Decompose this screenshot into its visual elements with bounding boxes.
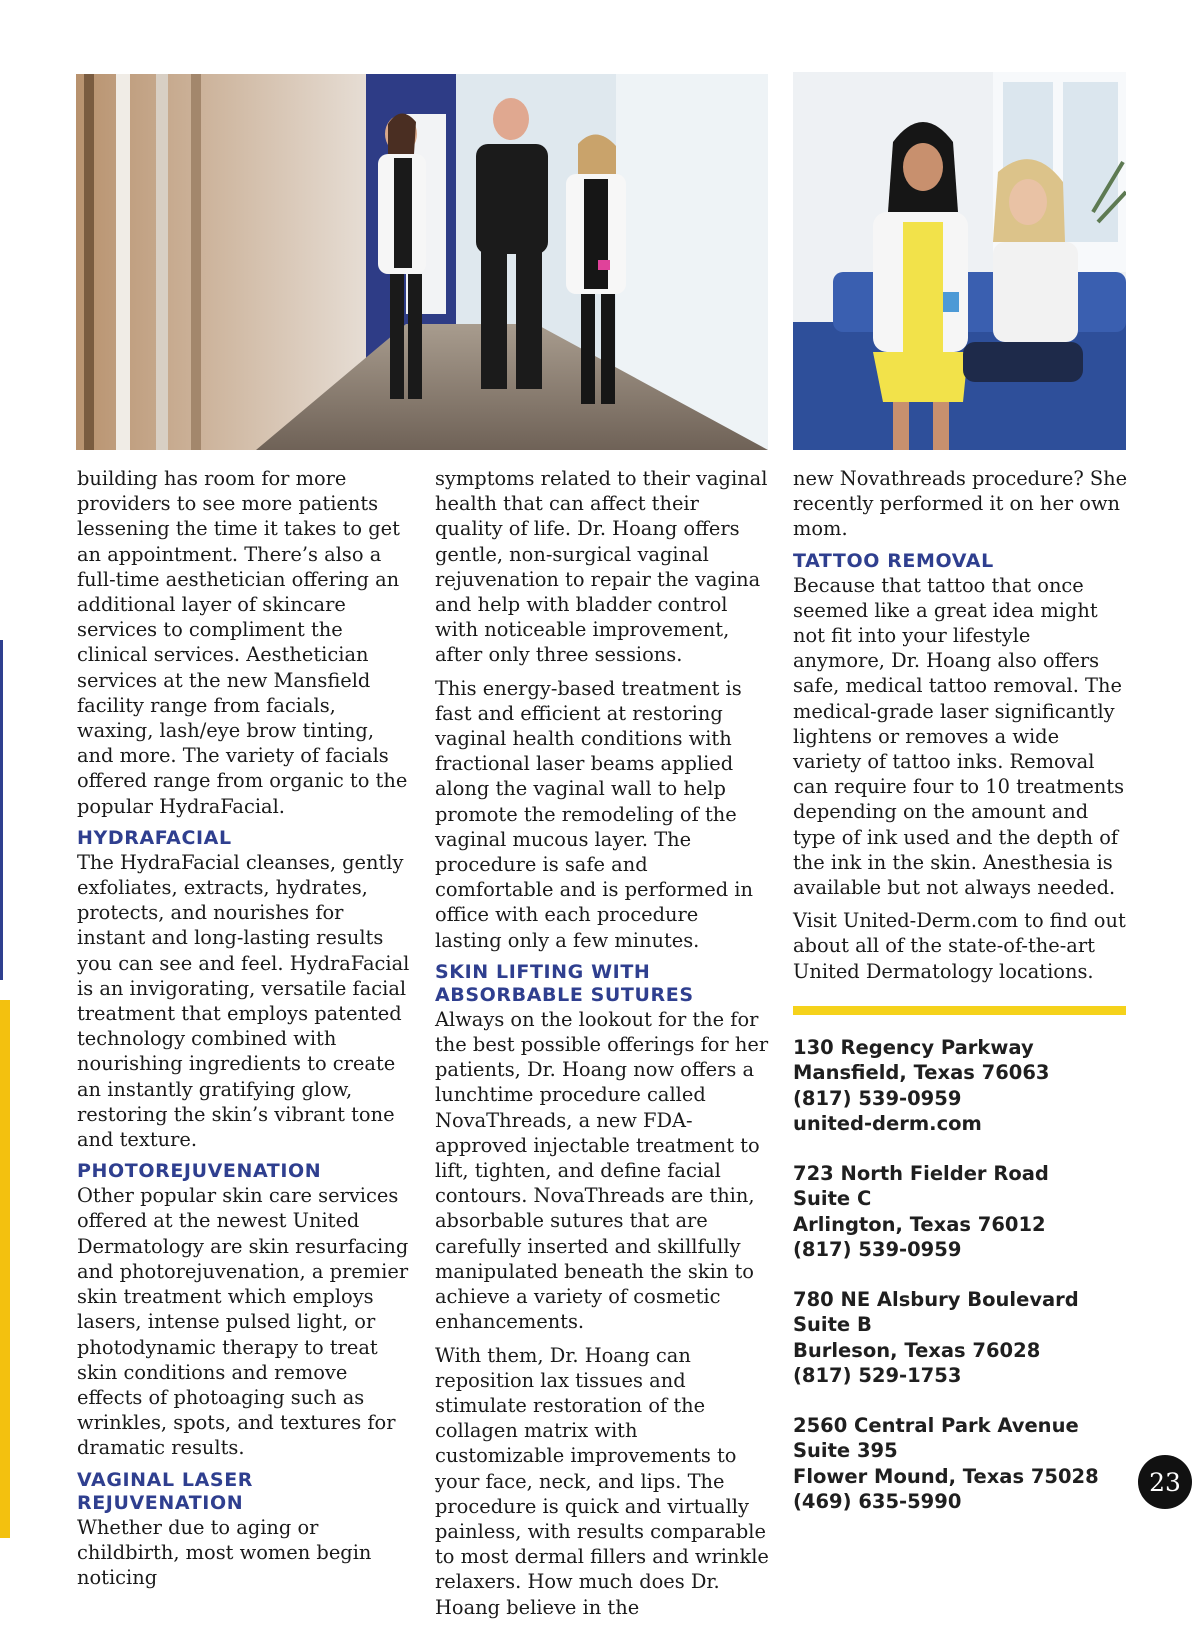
location-line: (817) 539-0959 bbox=[793, 1238, 962, 1262]
location-line: (817) 539-0959 bbox=[793, 1086, 962, 1110]
hydrafacial-paragraph: The HydraFacial cleanses, gently exfoliates, extracts, hydrates, protects, and nourishes for instant and long-lasting results you can see and feel. HydraFacial is an invigorating, versatile facial treatment that employs patented technology combined with nourishing ingredients to create an instantly gratifying glow, restoring the skin’s vibrant tone and texture. bbox=[77, 850, 410, 1152]
location-line: Mansfield, Texas 76063 bbox=[793, 1061, 1050, 1085]
location-line: Suite B bbox=[793, 1313, 872, 1337]
location-line: 723 North Fielder Road bbox=[793, 1161, 1049, 1185]
location-line: Suite 395 bbox=[793, 1439, 898, 1463]
vaginal-laser-heading-line-2: REJUVENATION bbox=[77, 1491, 244, 1514]
location-line: (469) 635-5990 bbox=[793, 1490, 962, 1514]
text-column-3 bbox=[793, 466, 1128, 1539]
location-line: united-derm.com bbox=[793, 1112, 982, 1136]
yellow-divider bbox=[793, 1006, 1126, 1015]
novathreads-paragraph: Always on the lookout for the for the best possible offerings for her patients, Dr. Hoang now offers a lunchtime procedure called NovaThreads, a new FDA-approved injectable treatment to lift, tighten, and define facial contours. NovaThreads are thin, absorbable sutures that are carefully inserted and skillfully manipulated beneath the skin to achieve a variety of cosmetic enhancements. bbox=[435, 1007, 769, 1334]
vaginal-health-paragraph: symptoms related to their vaginal health that can affect their quality of life. Dr. Hoang offers gentle, non-surgical vaginal rejuvenation to repair the vagina and help with bladder control with noticeable improvement, after only three sessions. bbox=[435, 467, 768, 667]
photorejuvenation-heading: PHOTOREJUVENATION bbox=[77, 1160, 322, 1183]
skin-lifting-heading-line-2: ABSORBABLE SUTURES bbox=[435, 983, 694, 1006]
location-line: 2560 Central Park Avenue bbox=[793, 1413, 1079, 1437]
vaginal-laser-paragraph: Whether due to aging or childbirth, most women begin noticing bbox=[77, 1515, 372, 1589]
location-line: 780 NE Alsbury Boulevard bbox=[793, 1287, 1079, 1311]
page-number: 23 bbox=[1138, 1455, 1192, 1509]
page-edge-stripe bbox=[0, 0, 10, 1538]
text-column-2 bbox=[435, 466, 770, 1628]
vaginal-laser-heading bbox=[77, 1469, 413, 1515]
location-line: (817) 529-1753 bbox=[793, 1364, 962, 1388]
doctors-hallway-photo bbox=[76, 74, 768, 450]
location-line: Flower Mound, Texas 75028 bbox=[793, 1464, 1099, 1488]
tattoo-removal-paragraph: Because that tattoo that once seemed like a great idea might not fit into your lifestyle anymore, Dr. Hoang also offers safe, medical tattoo removal. The medical-grade laser significantly lightens or removes a wide variety of tattoo inks. Removal can require four to 10 treatments depending on the amount and type of ink used and the depth of the ink in the skin. Anesthesia is available but not always needed. bbox=[793, 573, 1125, 900]
doctor-patient-photo bbox=[793, 72, 1126, 450]
location-line: Burleson, Texas 76028 bbox=[793, 1338, 1041, 1362]
text-column-1 bbox=[77, 466, 413, 1598]
with-them-paragraph: With them, Dr. Hoang can reposition lax tissues and stimulate restoration of the collagen matrix with customizable improvements to your face, neck, and lips. The procedure is quick and virtually painless, with results comparable to most dermal fillers and wrinkle relaxers. How much does Dr. Hoang believe in the bbox=[435, 1343, 769, 1619]
location-block bbox=[793, 1287, 1128, 1389]
hydrafacial-heading: HYDRAFACIAL bbox=[77, 826, 232, 849]
novathreads-cont-paragraph: new Novathreads procedure? She recently performed it on her own mom. bbox=[793, 467, 1128, 541]
visit-paragraph: Visit United-Derm.com to find out about all of the state-of-the-art United Dermatology locations. bbox=[793, 909, 1126, 983]
skin-lifting-heading-line-1: SKIN LIFTING WITH bbox=[435, 960, 651, 983]
location-block bbox=[793, 1035, 1128, 1137]
location-block bbox=[793, 1413, 1128, 1515]
intro-paragraph: building has room for more providers to see more patients lessening the time it takes to get an appointment. There’s also a full-time aesthetician offering an additional layer of skincare services to compliment the clinical services. Aesthetician services at the new Mansfield facility range from facials, waxing, lash/eye brow tinting, and more. The variety of facials offered range from organic to the popular HydraFacial. bbox=[77, 467, 408, 818]
location-line: Suite C bbox=[793, 1187, 872, 1211]
tattoo-removal-heading: TATTOO REMOVAL bbox=[793, 549, 994, 572]
energy-treatment-paragraph: This energy-based treatment is fast and efficient at restoring vaginal health conditions with fractional laser beams applied along the vaginal wall to help promote the remodeling of the vaginal mucous layer. The procedure is safe and comfortable and is performed in office with each procedure lasting only a few minutes. bbox=[435, 676, 753, 952]
skin-lifting-heading bbox=[435, 961, 770, 1007]
vaginal-laser-heading-line-1: VAGINAL LASER bbox=[77, 1468, 254, 1491]
photorejuvenation-paragraph: Other popular skin care services offered at the newest United Dermatology are skin resurfacing and photorejuvenation, a premier skin treatment which employs lasers, intense pulsed light, or photodynamic therapy to treat skin conditions and remove effects of photoaging such as wrinkles, spots, and textures for dramatic results. bbox=[77, 1184, 409, 1460]
location-line: Arlington, Texas 76012 bbox=[793, 1212, 1046, 1236]
location-line: 130 Regency Parkway bbox=[793, 1035, 1034, 1059]
location-block bbox=[793, 1161, 1128, 1263]
